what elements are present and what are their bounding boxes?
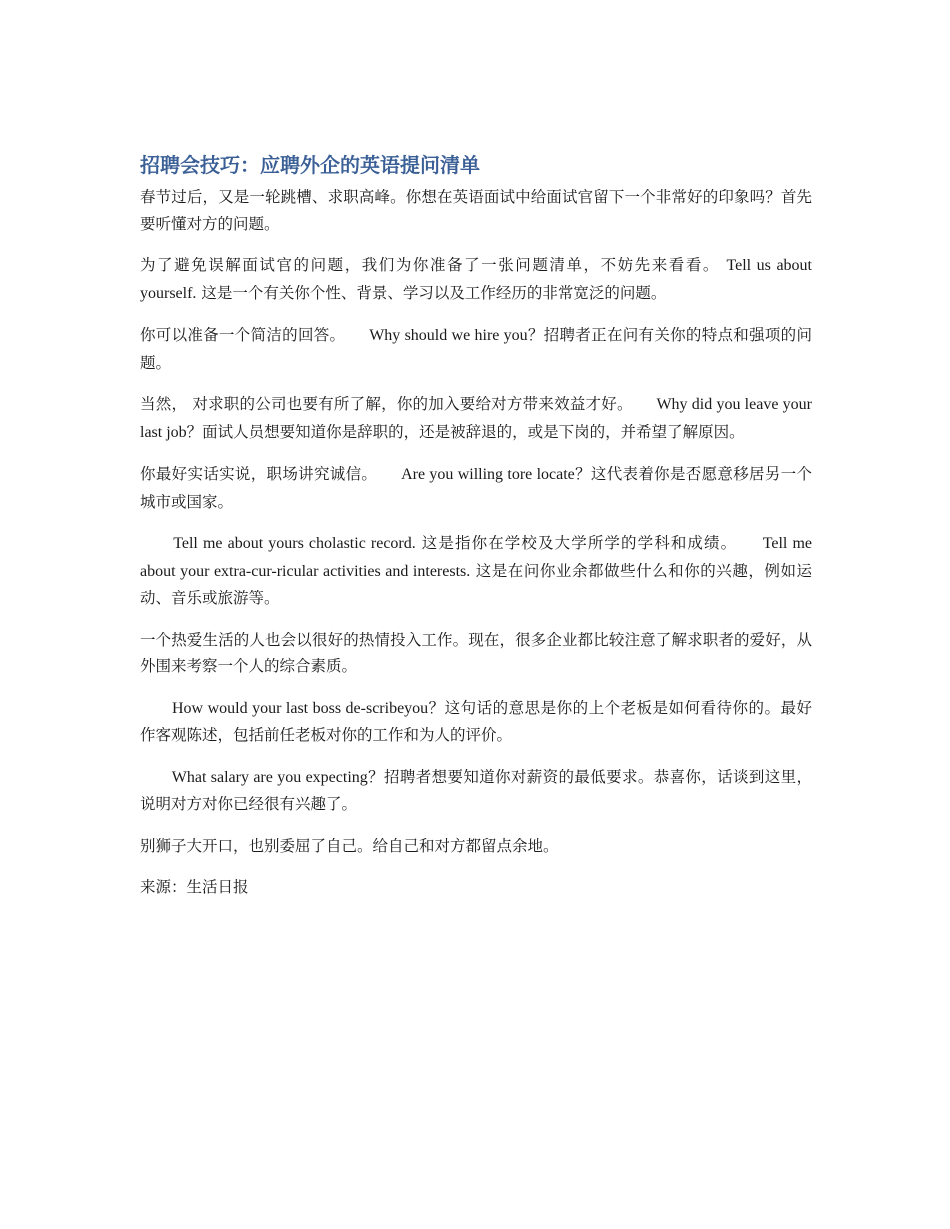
paragraph-hobbies: 一个热爱生活的人也会以很好的热情投入工作。现在，很多企业都比较注意了解求职者的爱好，从外围来考察一个人的综合素质。 (140, 630, 812, 675)
paragraph-last-job: 当然， 对求职的公司也要有所了解，你的加入要给对方带来效益才好。 Why did you leave your last job？面试人员想要知道你是辞职的，还是被辞退的，或是下岗的，并希望了解原因。 (140, 395, 812, 441)
paragraph-why-hire: 你可以准备一个简洁的回答。 Why should we hire you？招聘者正在问有关你的特点和强项的问题。 (140, 326, 812, 372)
article-title: 招聘会技巧：应聘外企的英语提问清单 (140, 153, 480, 177)
paragraph-scholastic-record: Tell me about yours cholastic record. 这是指你在学校及大学所学的学科和成绩。 Tell me about your extra-cur-ricular activities and interests. 这是在问你业余都做些什么和你的兴趣，例如运动、音乐或旅游等。 (140, 534, 813, 607)
article-source: 来源：生活日报 (140, 878, 249, 896)
paragraph-last-boss: How would your last boss de-scribeyou？这句话的意思是你的上个老板是如何看待你的。最好作客观陈述，包括前任老板对你的工作和为人的评价。 (140, 698, 812, 744)
paragraph-advice: 别狮子大开口，也别委屈了自己。给自己和对方都留点余地。 (140, 836, 559, 855)
article (140, 150, 812, 916)
paragraph-salary: What salary are you expecting？招聘者想要知道你对薪资的最低要求。恭喜你，话谈到这里，说明对方对你已经很有兴趣了。 (140, 767, 812, 813)
paragraph-question-list: 为了避免误解面试官的问题，我们为你准备了一张问题清单，不妨先来看看。 Tell us about yourself. 这是一个有关你个性、背景、学习以及工作经历的非常宽泛的问题。 (140, 256, 813, 302)
paragraph-intro: 春节过后，又是一轮跳槽、求职高峰。你想在英语面试中给面试官留下一个非常好的印象吗？首先要听懂对方的问题。 (140, 188, 812, 233)
paragraph-relocate: 你最好实话实说，职场讲究诚信。 Are you willing tore locate？这代表着你是否愿意移居另一个城市或国家。 (140, 465, 812, 511)
